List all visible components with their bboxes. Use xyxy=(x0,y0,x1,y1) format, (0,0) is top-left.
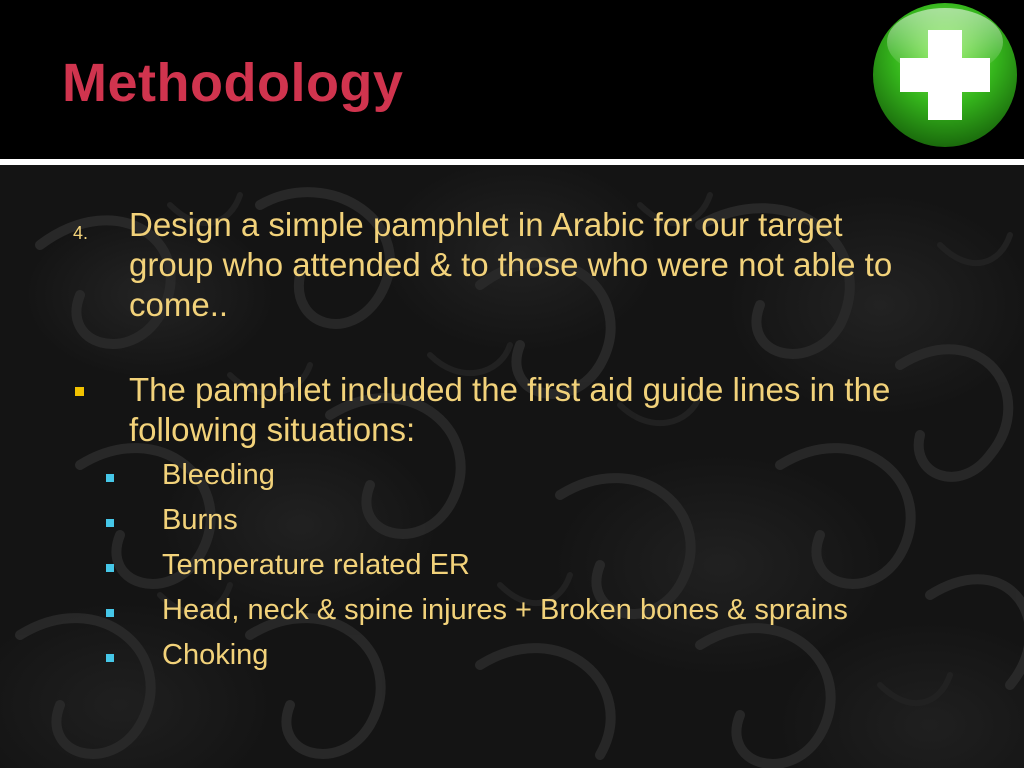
square-bullet-icon xyxy=(75,387,84,396)
sub-item-injuries: Head, neck & spine injures + Broken bones & sprains xyxy=(162,594,848,626)
sub-item-bleeding: Bleeding xyxy=(162,459,275,491)
list-number: 4. xyxy=(73,223,89,243)
sub-bullet-icon xyxy=(106,654,114,662)
sub-bullet-icon xyxy=(106,564,114,572)
sub-item-choking: Choking xyxy=(162,639,269,671)
sub-item-burns: Burns xyxy=(162,504,238,536)
sub-bullet-icon xyxy=(106,609,114,617)
green-plus-icon xyxy=(872,2,1018,148)
slide-title: Methodology xyxy=(62,53,404,113)
list-item-pamphlet-design: Design a simple pamphlet in Arabic for our target group who attended & to those who were not able to come.. xyxy=(129,206,893,323)
sub-bullet-icon xyxy=(106,474,114,482)
list-item-pamphlet-content: The pamphlet included the first aid guide lines in the following situations: xyxy=(129,371,891,448)
sub-bullet-icon xyxy=(106,519,114,527)
sub-item-temperature: Temperature related ER xyxy=(162,549,470,581)
